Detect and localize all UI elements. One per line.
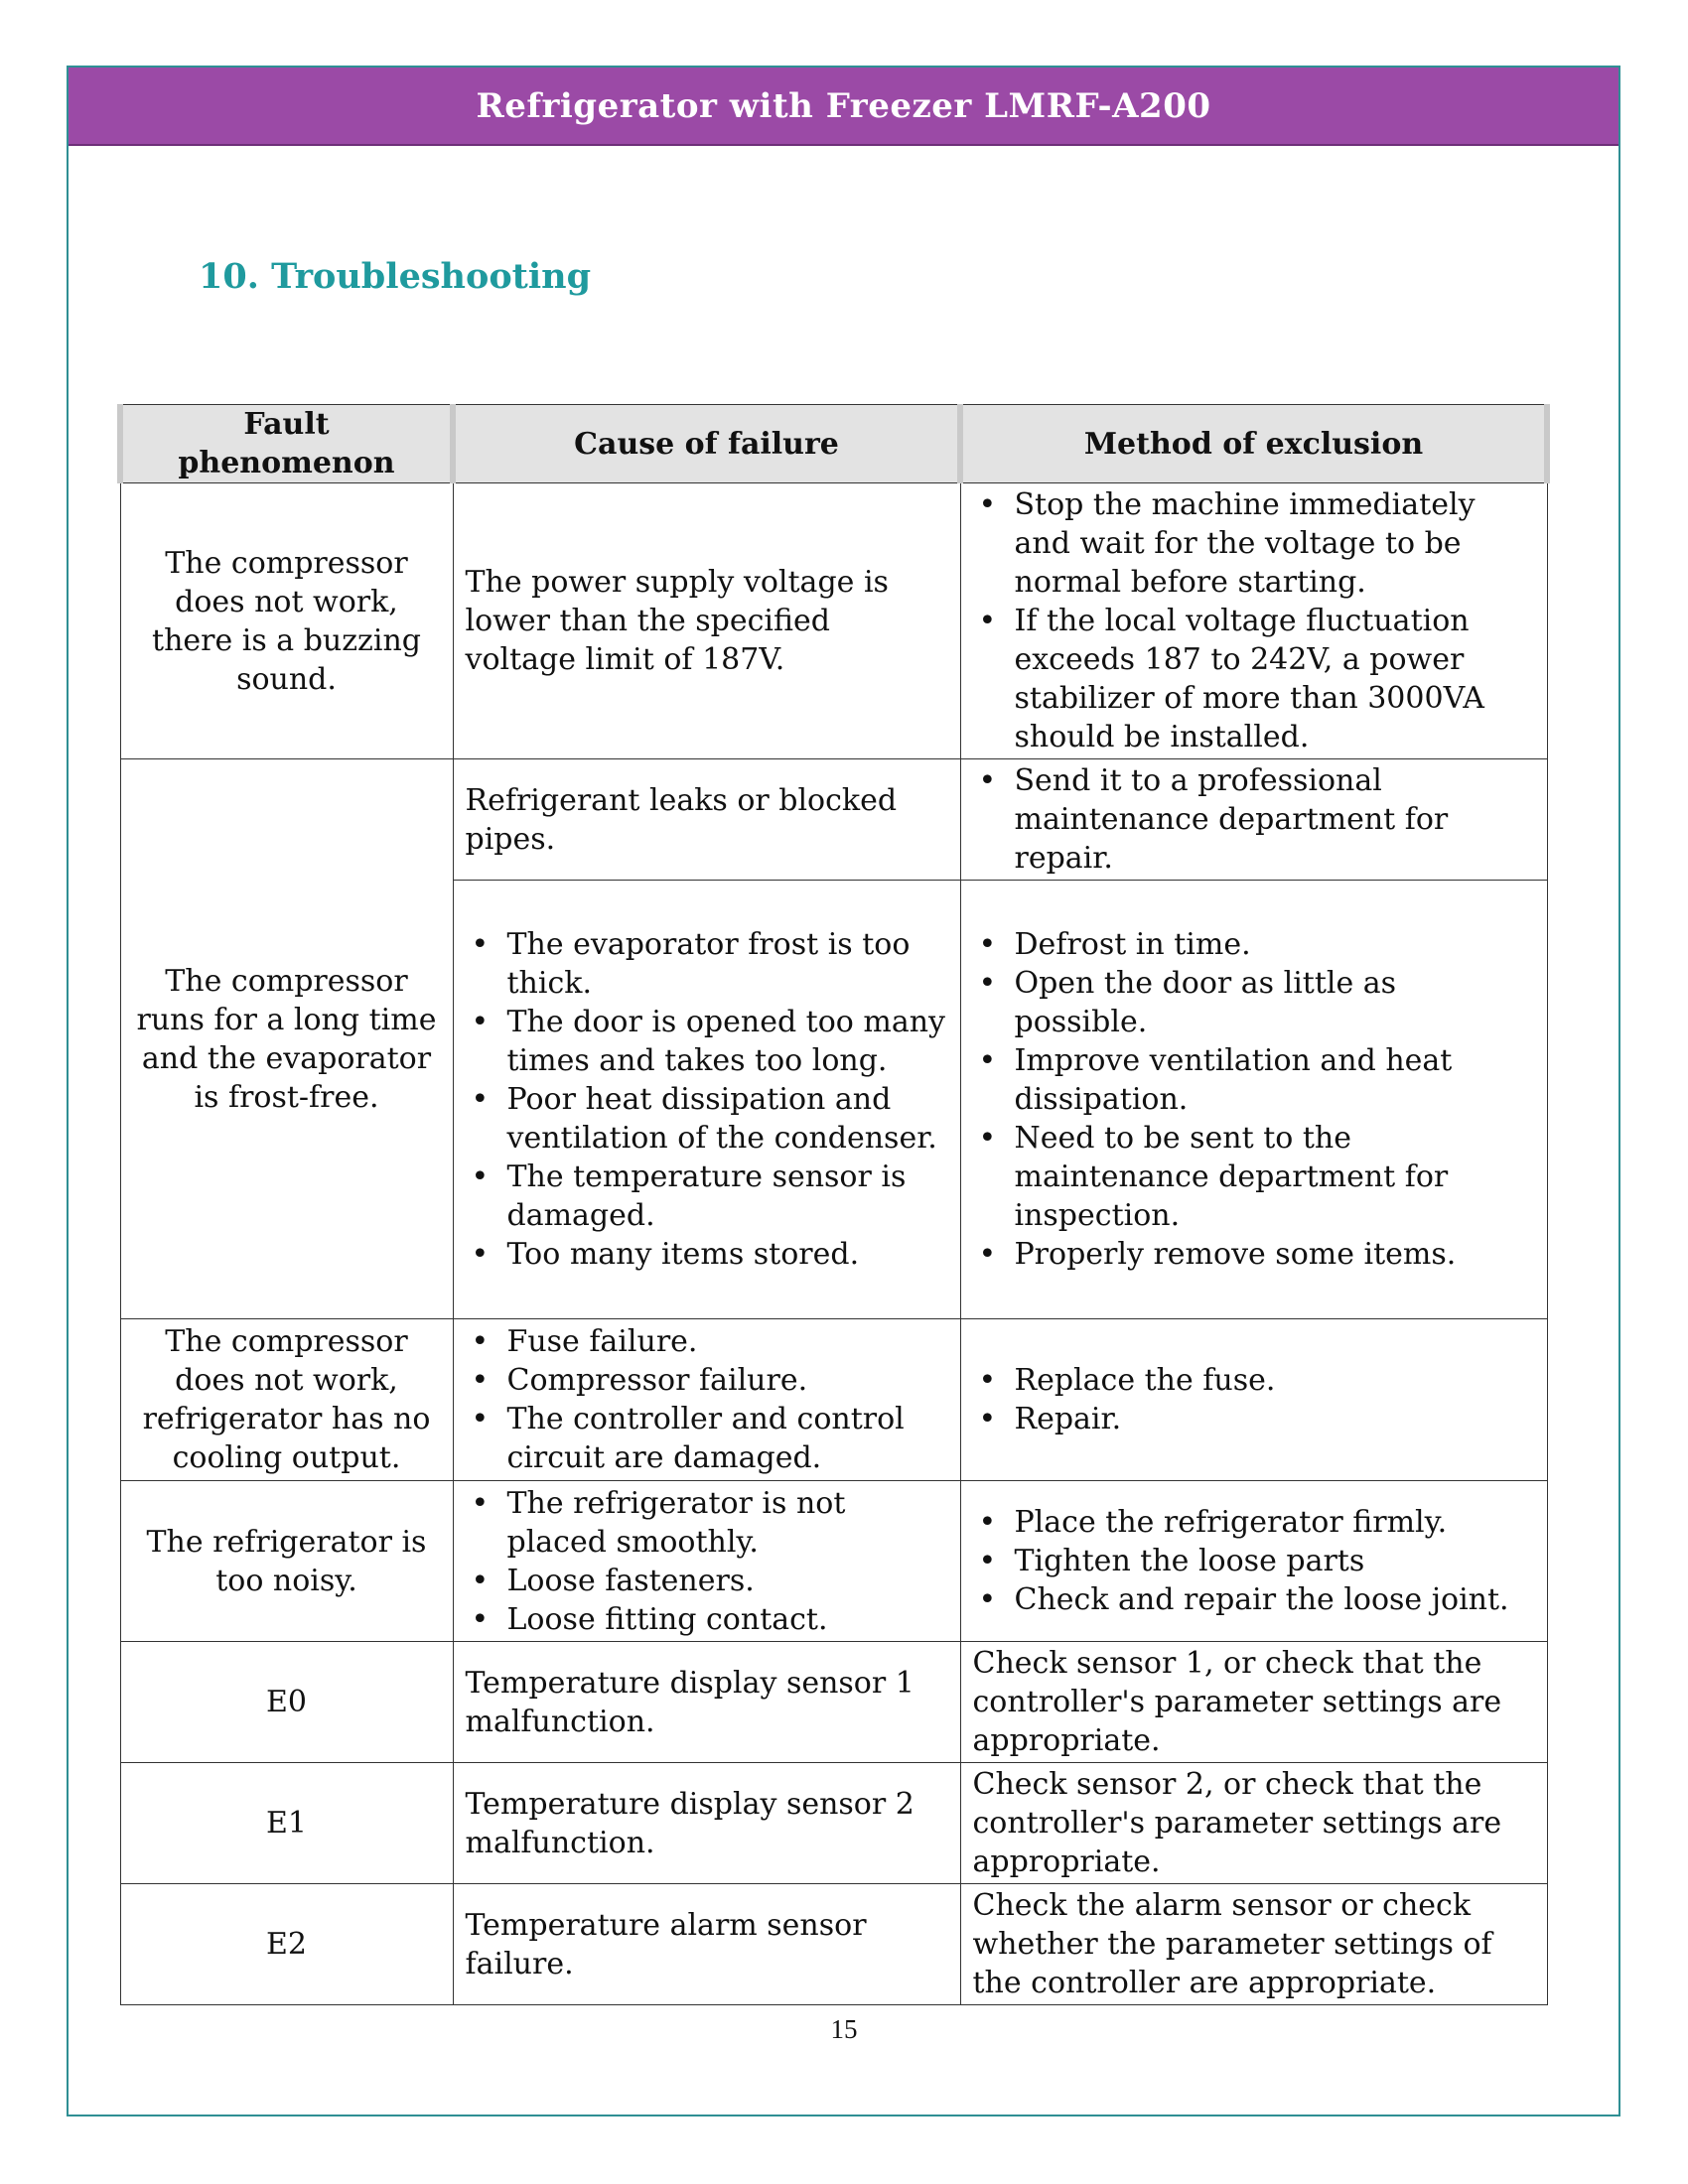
list-item: • Fuse failure. — [507, 1322, 948, 1361]
cause-cell — [453, 881, 960, 1319]
method-cell — [960, 483, 1547, 759]
table-row — [120, 1763, 1547, 1884]
table-row — [120, 1481, 1547, 1642]
method-cell — [960, 759, 1547, 881]
method-cell — [960, 881, 1547, 1319]
fault-cell: E1 — [120, 1763, 453, 1884]
list-item: • The temperature sensor is damaged. — [507, 1158, 948, 1235]
method-list — [973, 1361, 1535, 1438]
document-title: Refrigerator with Freezer LMRF-A200 — [476, 85, 1211, 126]
method-cell: Check sensor 1, or check that the controller's parameter settings are appropriate. — [960, 1642, 1547, 1763]
method-cell: Check sensor 2, or check that the controller's parameter settings are appropriate. — [960, 1763, 1547, 1884]
table-row — [120, 483, 1547, 759]
cause-cell: Temperature alarm sensor failure. — [453, 1884, 960, 2005]
list-item: • The refrigerator is not placed smoothly. — [507, 1484, 948, 1562]
method-list — [973, 485, 1535, 756]
cause-list — [466, 925, 948, 1274]
cause-cell: Temperature display sensor 1 malfunction. — [453, 1642, 960, 1763]
list-item: • Loose fitting contact. — [507, 1600, 948, 1639]
list-item: • Check and repair the loose joint. — [1015, 1580, 1535, 1619]
list-item: • Stop the machine immediately and wait for the voltage to be normal before starting. — [1015, 485, 1535, 602]
table-row — [120, 1642, 1547, 1763]
method-cell — [960, 1319, 1547, 1481]
cause-cell: Temperature display sensor 2 malfunction. — [453, 1763, 960, 1884]
list-item: • Place the refrigerator firmly. — [1015, 1503, 1535, 1542]
cause-cell — [453, 1481, 960, 1642]
header-bar — [69, 68, 1618, 146]
method-list — [973, 1503, 1535, 1619]
list-item: • Compressor failure. — [507, 1361, 948, 1400]
fault-cell: E2 — [120, 1884, 453, 2005]
column-header-cause: Cause of failure — [453, 405, 960, 483]
fault-cell: E0 — [120, 1642, 453, 1763]
list-item: • Properly remove some items. — [1015, 1235, 1535, 1274]
column-header-method: Method of exclusion — [960, 405, 1547, 483]
cause-cell: Refrigerant leaks or blocked pipes. — [453, 759, 960, 881]
cause-list — [466, 1484, 948, 1639]
list-item: • Tighten the loose parts — [1015, 1542, 1535, 1580]
page-number: 15 — [830, 2014, 858, 2044]
list-item: • The controller and control circuit are damaged. — [507, 1400, 948, 1477]
method-list — [973, 925, 1535, 1274]
table-row — [120, 1884, 1547, 2005]
method-cell — [960, 1481, 1547, 1642]
table-row — [120, 1319, 1547, 1481]
list-item: • Loose fasteners. — [507, 1562, 948, 1600]
list-item: • Defrost in time. — [1015, 925, 1535, 964]
troubleshooting-table — [117, 404, 1550, 2005]
list-item: • If the local voltage fluctuation exceeds 187 to 242V, a power stabilizer of more than 3000VA should be installed. — [1015, 602, 1535, 756]
fault-cell: The refrigerator is too noisy. — [120, 1481, 453, 1642]
list-item: • Too many items stored. — [507, 1235, 948, 1274]
list-item: • Send it to a professional maintenance department for repair. — [1015, 761, 1535, 878]
section-title: 10. Troubleshooting — [199, 256, 592, 297]
list-item: • Need to be sent to the maintenance department for inspection. — [1015, 1119, 1535, 1235]
cause-list — [466, 1322, 948, 1477]
cause-cell: The power supply voltage is lower than the specified voltage limit of 187V. — [453, 483, 960, 759]
column-header-fault: Fault phenomenon — [120, 405, 453, 483]
method-cell: Check the alarm sensor or check whether the parameter settings of the controller are appropriate. — [960, 1884, 1547, 2005]
list-item: • Improve ventilation and heat dissipation. — [1015, 1041, 1535, 1119]
cause-cell — [453, 1319, 960, 1481]
table-header-row — [120, 405, 1547, 483]
list-item: • Poor heat dissipation and ventilation of the condenser. — [507, 1080, 948, 1158]
table-row — [120, 759, 1547, 881]
list-item: • The door is opened too many times and takes too long. — [507, 1003, 948, 1080]
fault-cell: The compressor does not work, there is a buzzing sound. — [120, 483, 453, 759]
fault-cell: The compressor runs for a long time and the evaporator is frost-free. — [120, 759, 453, 1319]
list-item: • Repair. — [1015, 1400, 1535, 1438]
fault-cell: The compressor does not work, refrigerator has no cooling output. — [120, 1319, 453, 1481]
list-item: • Replace the fuse. — [1015, 1361, 1535, 1400]
list-item: • Open the door as little as possible. — [1015, 964, 1535, 1041]
method-list — [973, 761, 1535, 878]
list-item: • The evaporator frost is too thick. — [507, 925, 948, 1003]
